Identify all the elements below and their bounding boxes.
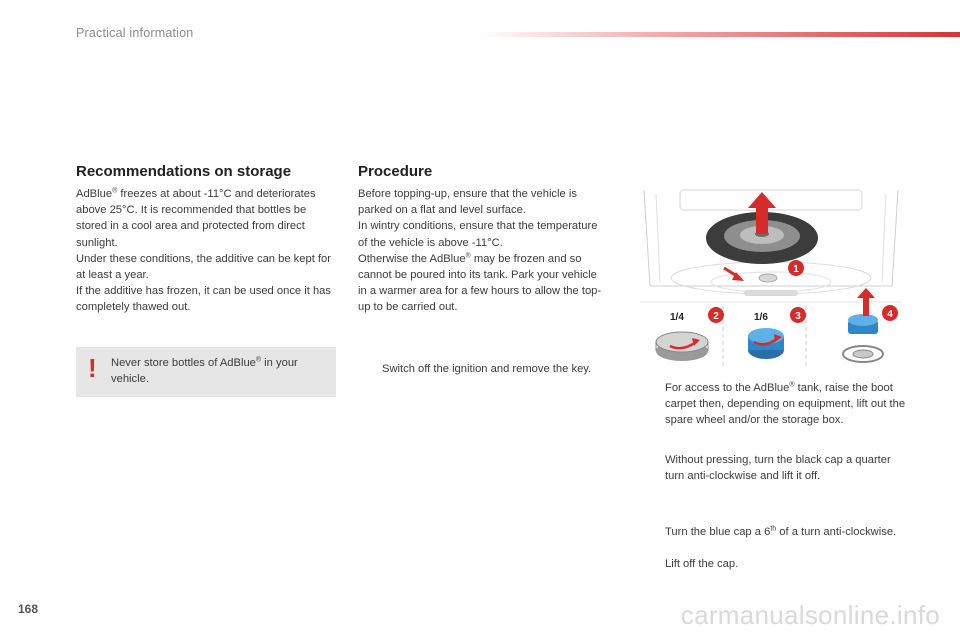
sixth-turn-label: 1/6	[754, 312, 768, 323]
tank-access-arrow-icon	[724, 268, 744, 281]
callout-1-label: 1	[793, 264, 799, 275]
procedure-paragraph-2: In wintry conditions, ensure that the temperature of the vehicle is above -11°C.	[358, 220, 598, 249]
black-cap	[656, 332, 708, 361]
lifted-blue-cap	[843, 288, 883, 362]
registered-mark: ®	[255, 356, 262, 364]
step-switch-off	[358, 361, 620, 377]
callout-2-badge	[708, 307, 724, 323]
storage-paragraph-1: freezes at about -11°C and deteriorates above 25°C. It is recommended that bottles be stored in a cool area and protected from direct sunlight.	[76, 188, 316, 249]
step-blue-cap-text-end: of a turn anti-clockwise.	[776, 526, 897, 538]
callout-4-badge	[882, 305, 898, 321]
procedure-paragraph-1: Before topping-up, ensure that the vehicle is parked on a flat and level surface.	[358, 188, 577, 217]
storage-heading: Recommendations on storage	[76, 163, 292, 180]
storage-adblue-word: AdBlue	[76, 188, 113, 200]
warning-box	[76, 347, 336, 397]
step-access-tank-text-start: For access to the AdBlue	[665, 382, 790, 394]
registered-mark: ®	[789, 381, 795, 389]
callout-3-badge	[790, 307, 806, 323]
step-access-tank-text-end: tank, raise the boot carpet then, depending on equipment, lift out the spare wheel and/or the storage box.	[665, 382, 906, 427]
ordinal-suffix: th	[770, 525, 777, 533]
step-lift-cap-text: Lift off the cap.	[665, 558, 739, 570]
adblue-access-figure	[640, 186, 902, 368]
warning-text	[111, 355, 326, 387]
warning-text-end: in your vehicle.	[111, 357, 298, 385]
procedure-heading: Procedure	[358, 163, 433, 180]
step-blue-cap	[641, 524, 906, 540]
blue-cap	[748, 328, 784, 359]
step-black-cap	[641, 452, 906, 484]
watermark: carmanualsonline.info	[680, 600, 940, 630]
callout-1-badge	[788, 260, 804, 276]
registered-mark: ®	[465, 252, 471, 260]
procedure-text	[358, 186, 608, 316]
storage-paragraph-2: Under these conditions, the additive can be kept for at least a year.	[76, 252, 331, 282]
step-access-tank	[641, 380, 906, 429]
warning-icon: !	[88, 353, 97, 383]
step-blue-cap-text-start: Turn the blue cap a 6	[665, 526, 771, 538]
page-header-title: Practical information	[76, 26, 194, 40]
step-switch-off-text: Switch off the ignition and remove the key.	[382, 363, 592, 375]
page-number: 168	[18, 602, 39, 616]
step-lift-cap	[641, 556, 906, 572]
callout-3-label: 3	[795, 311, 801, 322]
procedure-paragraph-3-start: Otherwise the AdBlue	[358, 252, 466, 265]
header-accent-bar	[478, 32, 960, 37]
warning-text-start: Never store bottles of AdBlue	[111, 357, 256, 369]
storage-paragraph-3: If the additive has frozen, it can be used once it has completely thawed out.	[76, 285, 331, 314]
storage-text	[76, 186, 340, 316]
procedure-paragraph-3-end: may be frozen and so cannot be poured into its tank. Park your vehicle in a warmer area for a few hours to allow the top-up to be carried out.	[358, 252, 602, 314]
registered-mark: ®	[112, 187, 118, 195]
callout-4-label: 4	[887, 309, 893, 320]
callout-2-label: 2	[713, 311, 719, 322]
quarter-turn-label: 1/4	[670, 312, 684, 323]
step-black-cap-text: Without pressing, turn the black cap a quarter turn anti-clockwise and lift it off.	[665, 454, 891, 483]
